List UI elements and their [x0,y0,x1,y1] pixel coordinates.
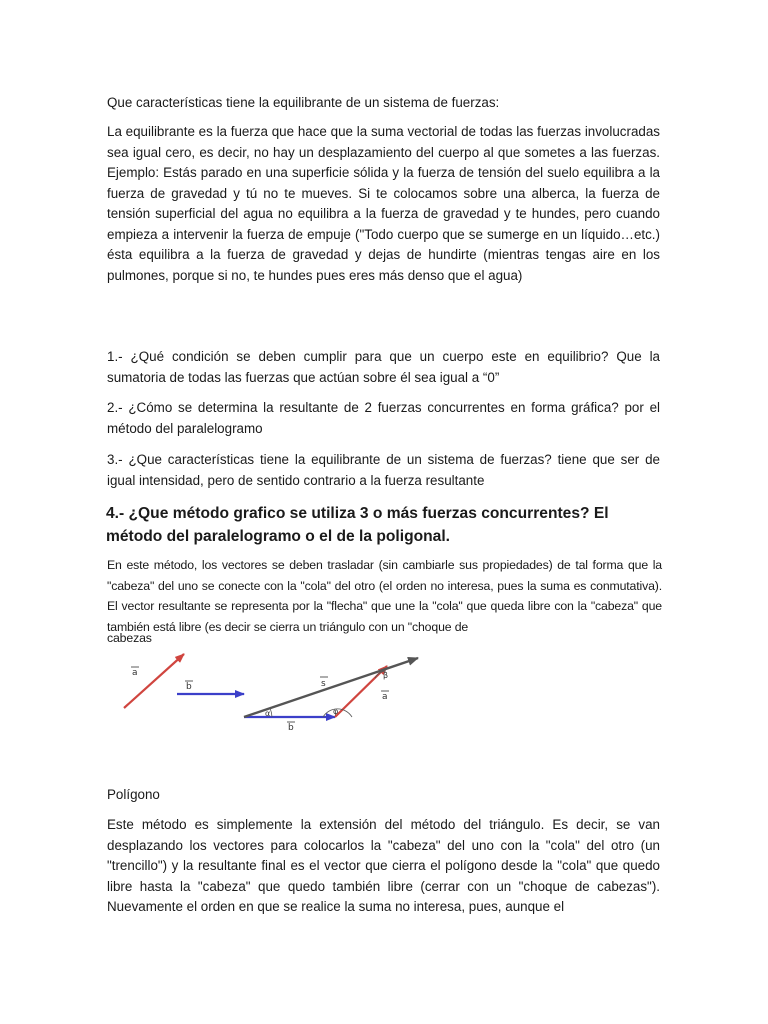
poligono-heading: Polígono [107,787,160,802]
method-paragraph-cut [107,629,152,645]
angle-phi: φ [333,707,339,716]
question-1: 1.- ¿Qué condición se deben cumplir para que un cuerpo este en equilibrio? Que la sumatoria de todas las fuerzas que actúan sobre él sea igual a “0” [107,349,660,385]
label-s: s [321,679,326,689]
poligono-paragraph: Este método es simplemente la extensión del método del triángulo. Es decir, se van desplazando los vectores para colocarlos la "cabeza" del uno con la "cola" del otro (un "trencillo") y la resultante final es el vector que cierra el polígono desde la "cola" que quedo libre hasta la "cabeza" que quedo también libre (cerrar con un "choque de cabezas"). Nuevamente el orden en que se realice la suma no interesa, pues, aunque el [107,817,660,914]
method-cut-text: cabezas [107,631,152,645]
angle-beta: β [383,671,389,680]
intro-paragraph: La equilibrante es la fuerza que hace que la suma vectorial de todas las fuerzas involucradas sea igual cero, es decir, no hay un desplazamiento del cuerpo al que sometes a las fuerzas. Ejemplo: Estás parado en una superficie sólida y la fuerza de tensión del suelo equilibra a la fuerza de gravedad y tú no te mueves. Si te colocamos sobre una alberca, la fuerza de tensión superficial del agua no equilibra a la fuerza de gravedad y te hundes, pero cuando empieza a intervenir la fuerza de empuje ("Todo cuerpo que se sumerge en un líquido…etc.) ésta equilibra a la fuerza de gravedad y dejas de hundirte (mientras tengas aire en los pulmones, porque si no, te hundes pues eres más denso que el agua) [107,124,660,283]
question-3: 3.- ¿Que características tiene la equilibrante de un sistema de fuerzas? tiene que ser de igual intensidad, pero de sentido contrario a la fuerza resultante [107,452,660,488]
label-b-triangle: b [288,723,294,733]
method-paragraph: En este método, los vectores se deben trasladar (sin cambiarle sus propiedades) de tal forma que la "cabeza" del uno se conecte con la "cola" del otro (el orden no interesa, pues la suma es conmutativa). El vector resultante se representa por la "flecha" que une la "cola" que queda libre con la "cabeza" que también está libre (es decir se cierra un triángulo con un "choque de [107,558,662,635]
label-b-standalone: b [186,682,192,692]
vector-a-standalone [124,654,184,708]
vector-addition-figure [112,642,422,732]
label-a-triangle: a [382,692,388,702]
label-a-standalone: a [132,668,138,678]
angle-alpha: α [265,709,271,718]
intro-question: Que características tiene la equilibrante de un sistema de fuerzas: [107,95,500,110]
question-4: 4.- ¿Que método grafico se utiliza 3 o más fuerzas concurrentes? El método del paralelogramo o el de la poligonal. [106,505,609,545]
question-2: 2.- ¿Cómo se determina la resultante de 2 fuerzas concurrentes en forma gráfica? por el método del paralelogramo [107,400,660,436]
